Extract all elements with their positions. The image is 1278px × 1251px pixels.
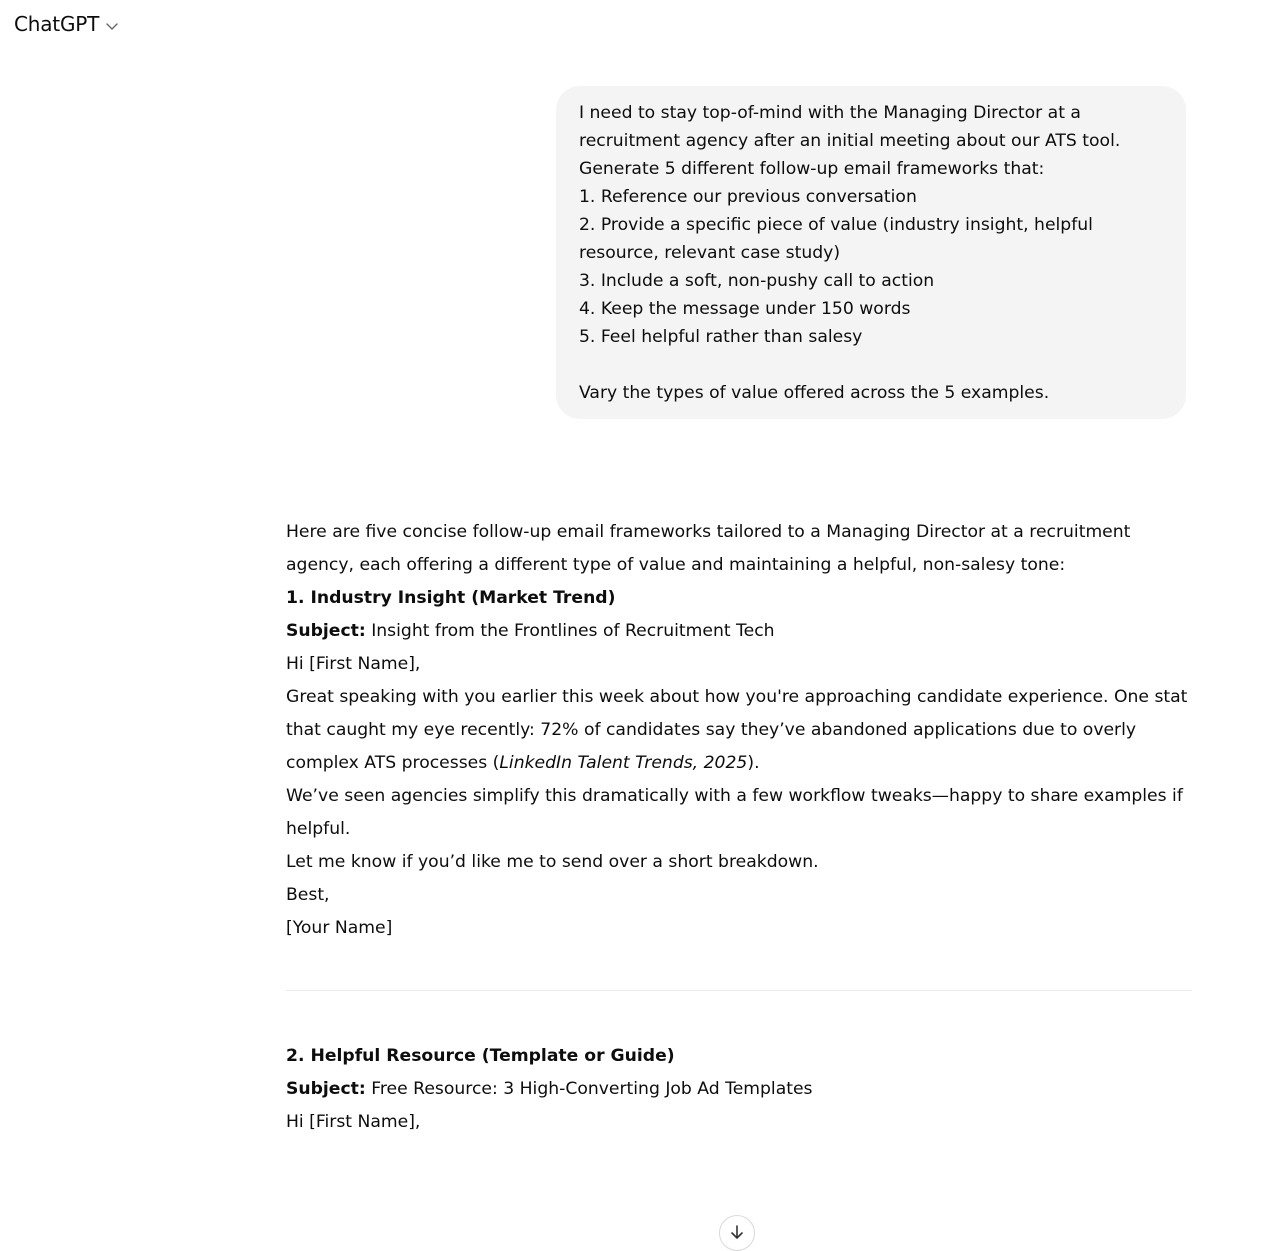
email-framework-1	[286, 582, 1192, 945]
section-title: 2. Helpful Resource (Template or Guide)	[286, 1046, 675, 1066]
model-name: ChatGPT	[14, 12, 100, 36]
subject-label: Subject:	[286, 1079, 366, 1099]
arrow-down-icon	[729, 1224, 745, 1240]
email-signature: [Your Name]	[286, 918, 393, 938]
email-greeting: Hi [First Name],	[286, 654, 421, 674]
subject-line	[286, 615, 1192, 648]
paragraph-text: Great speaking with you earlier this week about how you're approaching candidate experience. One stat that caught my eye recently: 72% of candidates say they’ve abandoned applications due to overly complex ATS processes (	[286, 687, 1188, 773]
citation: LinkedIn Talent Trends, 2025	[499, 753, 748, 773]
email-paragraph: We’ve seen agencies simplify this dramatically with a few workflow tweaks—happy to share examples if helpful.	[286, 786, 1183, 839]
paragraph-text-end: ).	[747, 753, 760, 773]
model-selector[interactable]	[14, 12, 119, 36]
subject-line	[286, 1073, 1192, 1106]
email-greeting: Hi [First Name],	[286, 1112, 421, 1132]
scroll-to-bottom-button[interactable]	[719, 1215, 755, 1251]
user-message-bubble: I need to stay top-of-mind with the Managing Director at a recruitment agency after an initial meeting about our ATS tool. Generate 5 different follow-up email frameworks that: 1. Reference our previous conversation 2. Provide a specific piece of value (industry insight, helpful resource, relevant case study) 3. Include a soft, non-pushy call to action 4. Keep the message under 150 words 5. Feel helpful rather than salesy Vary the types of value offered across the 5 examples.	[556, 86, 1186, 419]
subject-text: Insight from the Frontlines of Recruitment Tech	[365, 621, 775, 641]
email-call-to-action: Let me know if you’d like me to send over a short breakdown.	[286, 852, 819, 872]
subject-label: Subject:	[286, 621, 366, 641]
assistant-intro: Here are five concise follow-up email frameworks tailored to a Managing Director at a recruitment agency, each offering a different type of value and maintaining a helpful, non-salesy tone:	[286, 522, 1131, 575]
assistant-message	[286, 516, 1192, 1139]
email-framework-2	[286, 1040, 1192, 1139]
section-divider	[286, 990, 1192, 991]
email-paragraph	[286, 681, 1192, 780]
chevron-down-icon	[105, 19, 119, 33]
subject-text: Free Resource: 3 High-Converting Job Ad Templates	[365, 1079, 813, 1099]
section-title: 1. Industry Insight (Market Trend)	[286, 588, 616, 608]
email-signoff: Best,	[286, 885, 330, 905]
